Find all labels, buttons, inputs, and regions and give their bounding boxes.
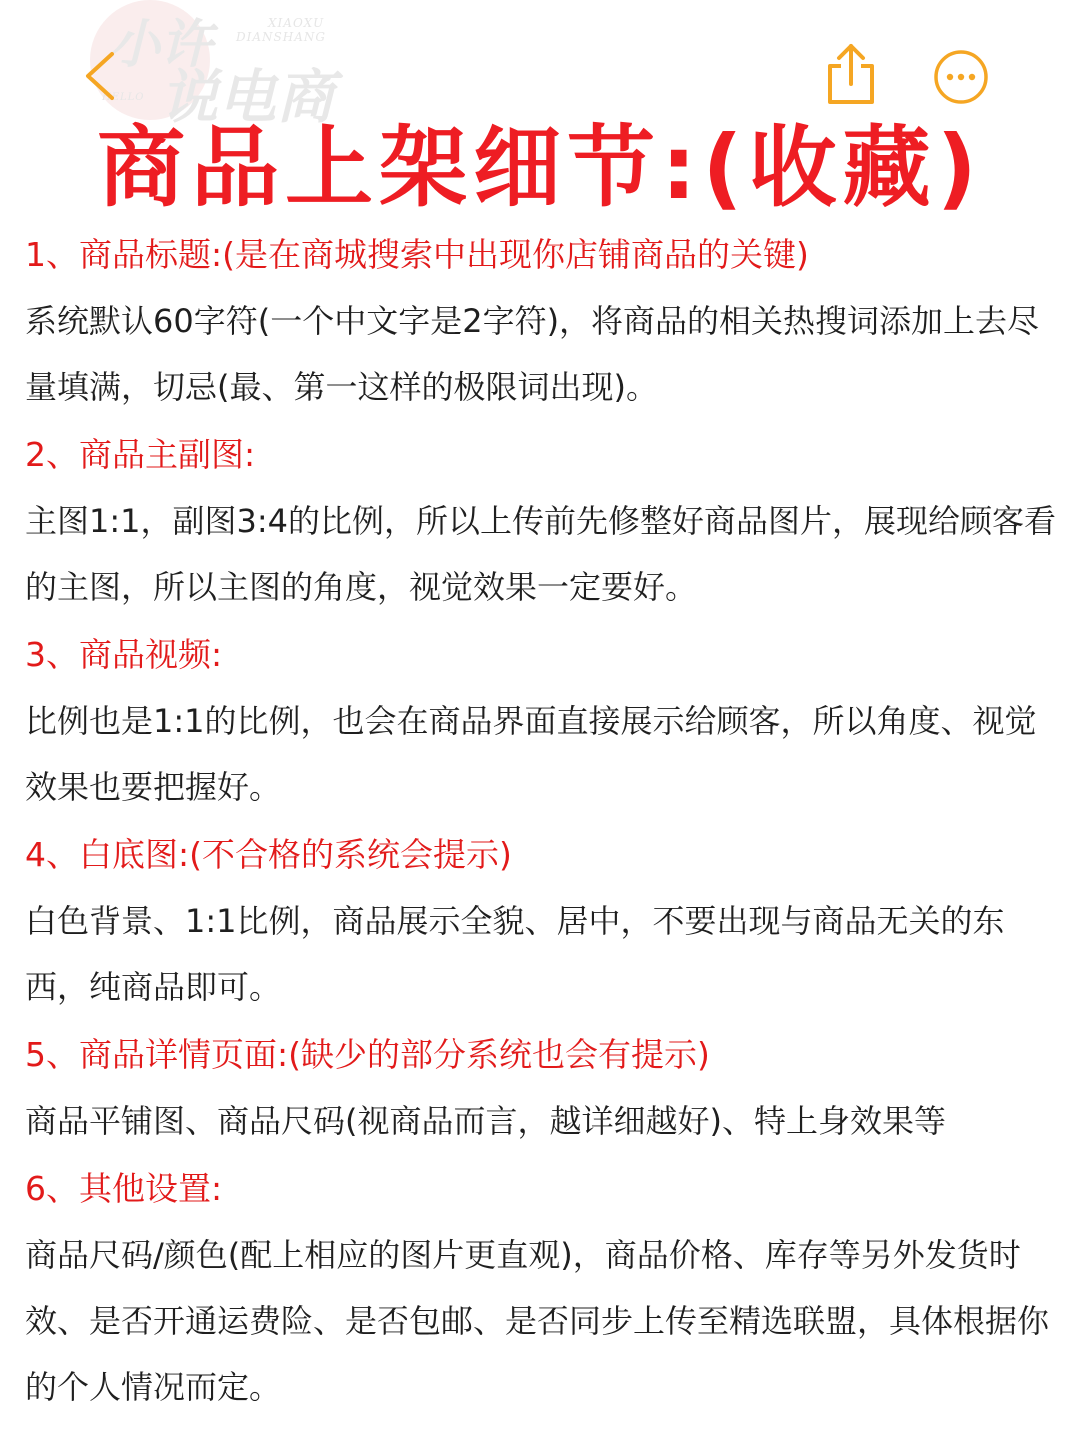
section-heading: 3、商品视频: (25, 635, 223, 674)
back-button[interactable] (80, 48, 120, 104)
section-4 (25, 822, 1065, 1020)
section-2 (25, 422, 1065, 620)
watermark-xiaoxu: XIAOXU (268, 16, 325, 30)
section-heading: 5、商品详情页面:(缺少的部分系统也会有提示) (25, 1035, 710, 1074)
more-icon (932, 48, 990, 106)
watermark-line2: 说电商 (160, 63, 335, 131)
section-body: 商品尺码/颜色(配上相应的图片更直观)，商品价格、库存等另外发货时效、是否开通运费险、是否包邮、是否同步上传至精选联盟，具体根据你的个人情况而定。 (25, 1236, 1050, 1406)
content (25, 222, 1065, 1422)
share-icon (822, 40, 880, 106)
page-title: 商品上架细节:(收藏) (97, 116, 983, 219)
section-3 (25, 622, 1065, 820)
section-5 (25, 1022, 1065, 1154)
section-body: 白色背景、1:1比例，商品展示全貌、居中，不要出现与商品无关的东西，纯商品即可。 (25, 902, 1005, 1006)
section-heading: 2、商品主副图: (25, 435, 256, 474)
section-heading: 4、白底图:(不合格的系统会提示) (25, 835, 512, 874)
section-body: 商品平铺图、商品尺码(视商品而言，越详细越好)、特上身效果等 (25, 1102, 946, 1140)
share-button[interactable] (822, 40, 880, 106)
section-6 (25, 1156, 1065, 1420)
section-1 (25, 222, 1065, 420)
watermark-hello: HELLO (102, 92, 145, 103)
section-heading: 1、商品标题:(是在商城搜索中出现你店铺商品的关键) (25, 235, 809, 274)
section-body: 比例也是1:1的比例，也会在商品界面直接展示给顾客，所以角度、视觉效果也要把握好。 (25, 702, 1037, 806)
more-button[interactable] (932, 48, 990, 106)
chevron-left-icon (80, 48, 120, 104)
watermark-dianshang: DIANSHANG (236, 30, 326, 44)
section-heading: 6、其他设置: (25, 1169, 223, 1208)
watermark-line1: 小许 (108, 14, 213, 75)
section-body: 主图1:1，副图3:4的比例，所以上传前先修整好商品图片，展现给顾客看的主图，所以主图的角度，视觉效果一定要好。 (25, 502, 1057, 606)
section-body: 系统默认60字符(一个中文字是2字符)，将商品的相关热搜词添加上去尽量填满，切忌(最、第一这样的极限词出现)。 (25, 302, 1040, 406)
